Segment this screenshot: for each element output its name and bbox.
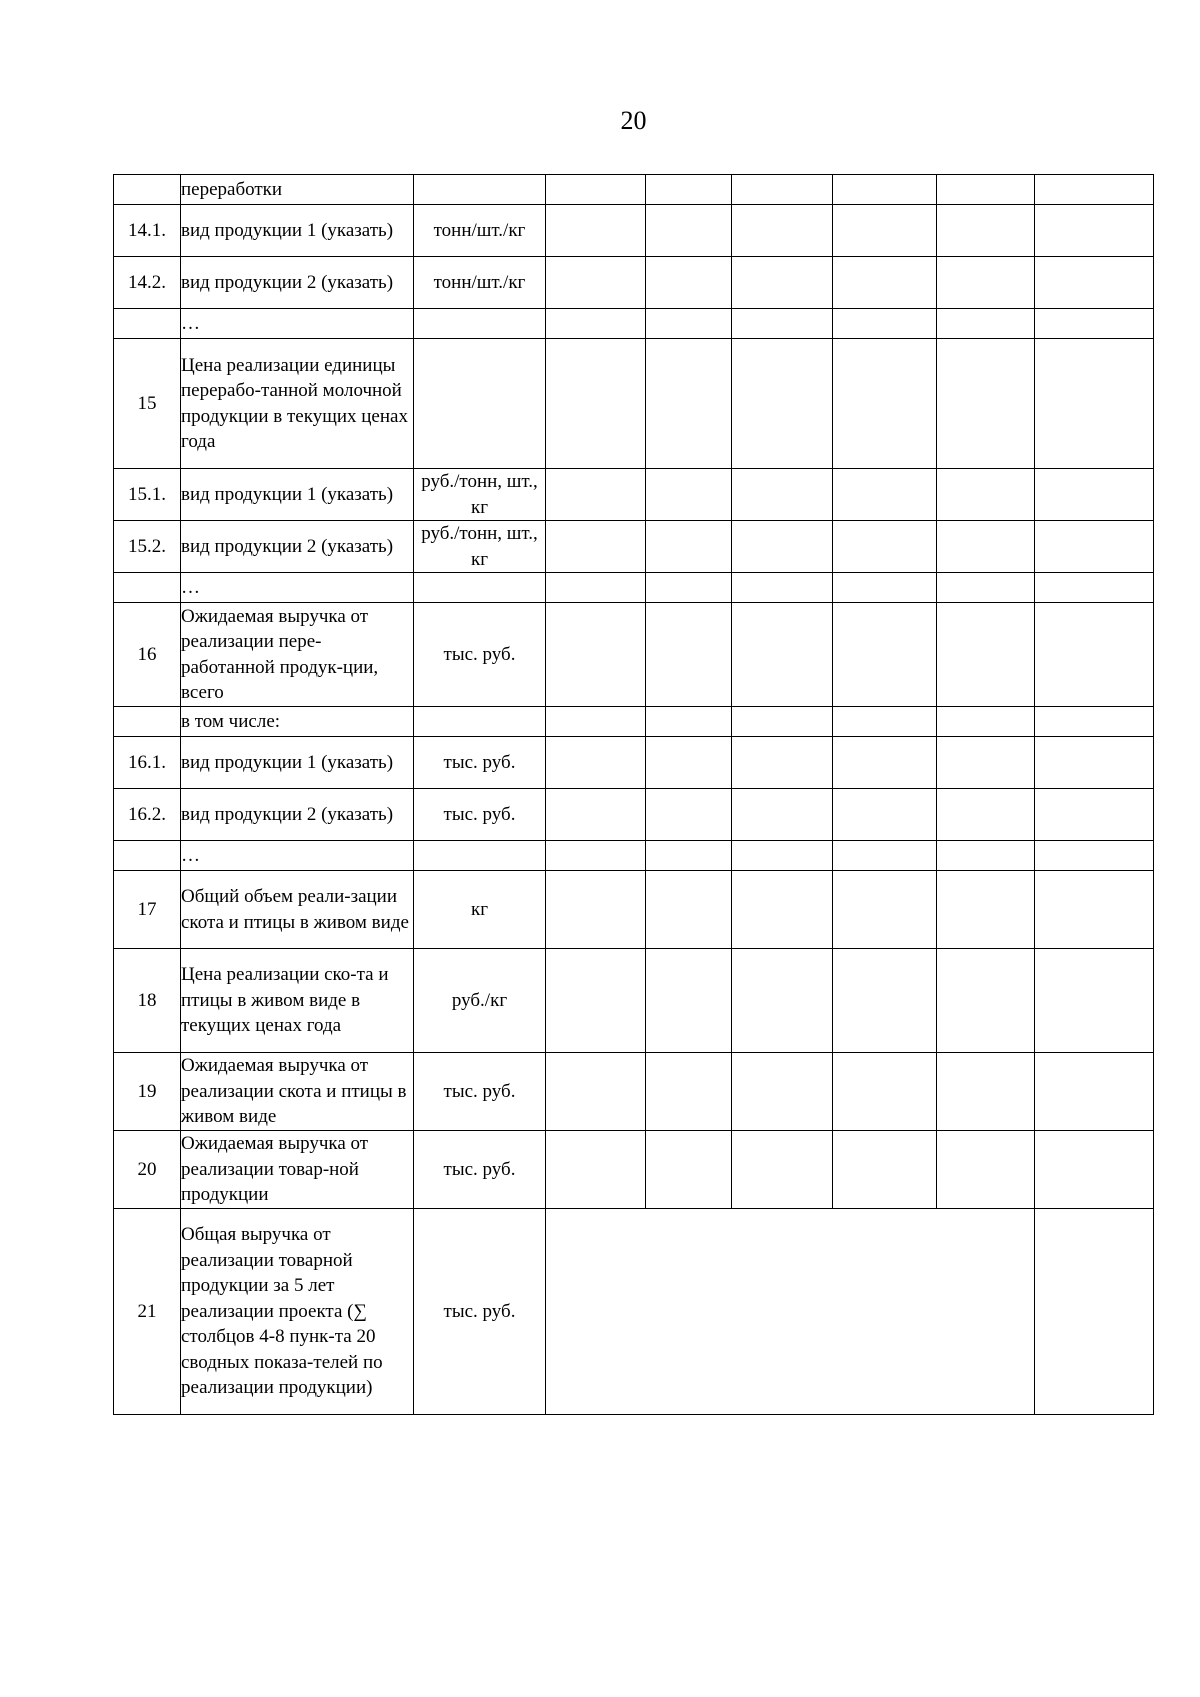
merged-value-cell [546, 1209, 1035, 1415]
value-cell [833, 841, 937, 871]
value-cell [937, 573, 1035, 603]
row-name: Общая выручка от реализации товарной продукции за 5 лет реализации проекта (∑ столбцов 4-8 пунк-та 20 сводных показа-телей по реализации продукции) [181, 1209, 414, 1415]
row-name: вид продукции 2 (указать) [181, 257, 414, 309]
value-cell [646, 469, 732, 521]
row-unit: тыс. руб. [414, 737, 546, 789]
row-unit: тыс. руб. [414, 1053, 546, 1131]
value-cell [732, 603, 833, 707]
row-number: 15.1. [114, 469, 181, 521]
row-unit [414, 707, 546, 737]
table-row [114, 205, 1154, 257]
value-cell [1035, 573, 1154, 603]
row-name: в том числе: [181, 707, 414, 737]
table-row [114, 1131, 1154, 1209]
value-cell [833, 257, 937, 309]
value-cell [937, 841, 1035, 871]
row-number: 14.1. [114, 205, 181, 257]
row-unit: тыс. руб. [414, 789, 546, 841]
row-name: … [181, 573, 414, 603]
value-cell [646, 573, 732, 603]
value-cell [937, 871, 1035, 949]
row-number: 17 [114, 871, 181, 949]
value-cell [833, 339, 937, 469]
row-unit: кг [414, 871, 546, 949]
value-cell [732, 205, 833, 257]
row-unit: тонн/шт./кг [414, 205, 546, 257]
value-cell [833, 309, 937, 339]
indicators-table [113, 174, 1154, 1415]
value-cell [833, 789, 937, 841]
row-number: 21 [114, 1209, 181, 1415]
table-row [114, 737, 1154, 789]
value-cell [937, 469, 1035, 521]
value-cell [546, 175, 646, 205]
value-cell [732, 309, 833, 339]
value-cell [833, 469, 937, 521]
value-cell [1035, 603, 1154, 707]
table-row [114, 1053, 1154, 1131]
value-cell [937, 949, 1035, 1053]
row-unit: тыс. руб. [414, 1131, 546, 1209]
table-row [114, 603, 1154, 707]
row-number: 16.1. [114, 737, 181, 789]
value-cell [1035, 707, 1154, 737]
value-cell [732, 871, 833, 949]
value-cell [937, 257, 1035, 309]
value-cell [732, 257, 833, 309]
value-cell [937, 309, 1035, 339]
value-cell [833, 737, 937, 789]
table-row [114, 1209, 1154, 1415]
value-cell [1035, 789, 1154, 841]
value-cell [1035, 841, 1154, 871]
value-cell [546, 309, 646, 339]
value-cell [546, 573, 646, 603]
value-cell [646, 949, 732, 1053]
row-unit [414, 841, 546, 871]
table-row [114, 339, 1154, 469]
value-cell [646, 175, 732, 205]
value-cell [646, 257, 732, 309]
value-cell [546, 469, 646, 521]
value-cell [1035, 949, 1154, 1053]
value-cell [833, 871, 937, 949]
row-name: Ожидаемая выручка от реализации товар-ной продукции [181, 1131, 414, 1209]
value-cell [937, 737, 1035, 789]
value-cell [1035, 1131, 1154, 1209]
value-cell [937, 603, 1035, 707]
value-cell [1035, 469, 1154, 521]
value-cell [546, 521, 646, 573]
value-cell [732, 175, 833, 205]
row-number: 19 [114, 1053, 181, 1131]
value-cell [833, 1131, 937, 1209]
value-cell [732, 789, 833, 841]
row-number [114, 841, 181, 871]
value-cell [546, 205, 646, 257]
value-cell [937, 339, 1035, 469]
value-cell [937, 205, 1035, 257]
value-cell [937, 1131, 1035, 1209]
row-name: вид продукции 2 (указать) [181, 789, 414, 841]
value-cell [1035, 871, 1154, 949]
value-cell [732, 469, 833, 521]
value-cell [833, 521, 937, 573]
table-row [114, 949, 1154, 1053]
value-cell [732, 737, 833, 789]
row-name: Общий объем реали-зации скота и птицы в живом виде [181, 871, 414, 949]
value-cell [732, 339, 833, 469]
table-row [114, 469, 1154, 521]
value-cell [937, 1053, 1035, 1131]
value-cell [646, 339, 732, 469]
row-name: … [181, 309, 414, 339]
value-cell [937, 175, 1035, 205]
table-body [114, 175, 1154, 1415]
value-cell [646, 789, 732, 841]
value-cell [1035, 521, 1154, 573]
value-cell [732, 1053, 833, 1131]
row-number [114, 707, 181, 737]
value-cell [833, 1053, 937, 1131]
value-cell [937, 521, 1035, 573]
value-cell [732, 707, 833, 737]
table-row [114, 871, 1154, 949]
value-cell [546, 1131, 646, 1209]
row-number: 15 [114, 339, 181, 469]
row-unit [414, 339, 546, 469]
value-cell [1035, 205, 1154, 257]
value-cell [646, 841, 732, 871]
table-row [114, 789, 1154, 841]
table-row [114, 707, 1154, 737]
value-cell [646, 737, 732, 789]
value-cell [546, 949, 646, 1053]
table-row [114, 257, 1154, 309]
value-cell [646, 871, 732, 949]
value-cell [646, 1131, 732, 1209]
value-cell [1035, 257, 1154, 309]
row-name: вид продукции 1 (указать) [181, 469, 414, 521]
row-unit [414, 175, 546, 205]
value-cell [646, 603, 732, 707]
row-unit: руб./тонн, шт., кг [414, 521, 546, 573]
row-name: вид продукции 2 (указать) [181, 521, 414, 573]
row-number [114, 309, 181, 339]
value-cell [732, 521, 833, 573]
table-row [114, 175, 1154, 205]
row-name: … [181, 841, 414, 871]
value-cell [646, 309, 732, 339]
row-number: 16.2. [114, 789, 181, 841]
value-cell [1035, 309, 1154, 339]
table-row [114, 573, 1154, 603]
row-name: переработки [181, 175, 414, 205]
value-cell [646, 707, 732, 737]
value-cell [546, 707, 646, 737]
row-unit [414, 309, 546, 339]
value-cell [1035, 1209, 1154, 1415]
value-cell [1035, 175, 1154, 205]
value-cell [833, 949, 937, 1053]
value-cell [646, 1053, 732, 1131]
value-cell [833, 603, 937, 707]
row-unit [414, 573, 546, 603]
row-name: Ожидаемая выручка от реализации скота и птицы в живом виде [181, 1053, 414, 1131]
row-number: 18 [114, 949, 181, 1053]
value-cell [646, 521, 732, 573]
row-number [114, 573, 181, 603]
value-cell [546, 737, 646, 789]
value-cell [546, 257, 646, 309]
row-name: Цена реализации ско-та и птицы в живом виде в текущих ценах года [181, 949, 414, 1053]
row-name: вид продукции 1 (указать) [181, 205, 414, 257]
table-row [114, 841, 1154, 871]
row-unit: руб./тонн, шт., кг [414, 469, 546, 521]
value-cell [546, 1053, 646, 1131]
value-cell [732, 949, 833, 1053]
value-cell [937, 707, 1035, 737]
value-cell [546, 789, 646, 841]
row-unit: тыс. руб. [414, 1209, 546, 1415]
row-number: 20 [114, 1131, 181, 1209]
row-number: 15.2. [114, 521, 181, 573]
value-cell [546, 603, 646, 707]
table-row [114, 309, 1154, 339]
value-cell [546, 871, 646, 949]
value-cell [833, 205, 937, 257]
row-number [114, 175, 181, 205]
page-number: 20 [620, 106, 647, 135]
row-number: 14.2. [114, 257, 181, 309]
value-cell [646, 205, 732, 257]
table-row [114, 521, 1154, 573]
row-name: Цена реализации единицы перерабо-танной молочной продукции в текущих ценах года [181, 339, 414, 469]
value-cell [546, 841, 646, 871]
value-cell [546, 339, 646, 469]
row-name: Ожидаемая выручка от реализации пере-работанной продук-ции, всего [181, 603, 414, 707]
value-cell [833, 175, 937, 205]
value-cell [732, 1131, 833, 1209]
row-unit: тыс. руб. [414, 603, 546, 707]
value-cell [937, 789, 1035, 841]
value-cell [833, 573, 937, 603]
value-cell [732, 573, 833, 603]
value-cell [732, 841, 833, 871]
row-number: 16 [114, 603, 181, 707]
value-cell [1035, 737, 1154, 789]
value-cell [1035, 1053, 1154, 1131]
row-name: вид продукции 1 (указать) [181, 737, 414, 789]
row-unit: руб./кг [414, 949, 546, 1053]
row-unit: тонн/шт./кг [414, 257, 546, 309]
value-cell [833, 707, 937, 737]
value-cell [1035, 339, 1154, 469]
